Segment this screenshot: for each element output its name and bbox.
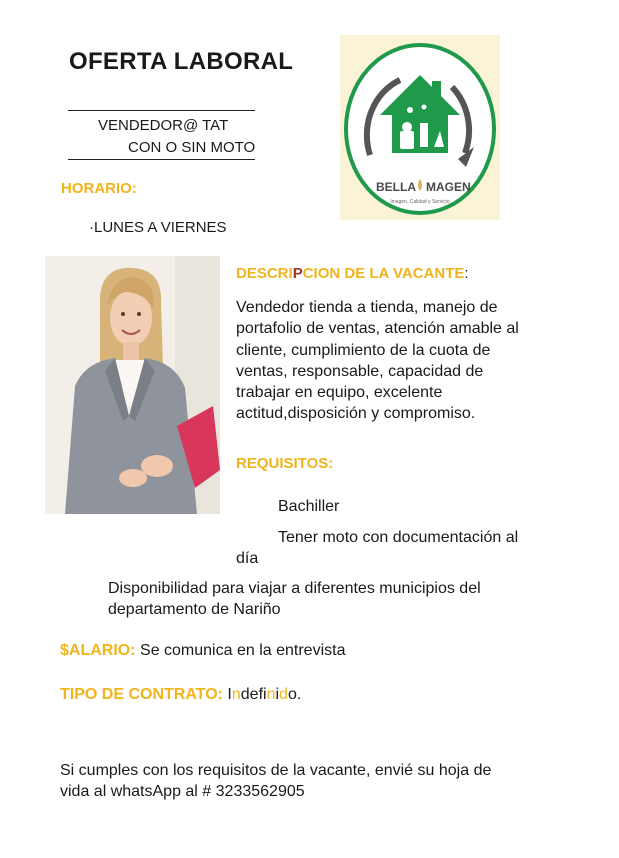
footer-line-2: vida al whatsApp al # 3233562905 — [60, 783, 305, 800]
description-heading-part1: DESCRI — [236, 265, 293, 282]
salary-label: $ALARIO: — [60, 642, 136, 659]
description-line: actitud,disposición y compromiso. — [236, 405, 476, 423]
description-line: portafolio de ventas, atención amable al — [236, 320, 519, 338]
requirement-item-3-line-2: departamento de Nariño — [108, 601, 281, 618]
requirements-heading: REQUISITOS: — [236, 455, 334, 472]
salary-row — [60, 640, 345, 661]
requirement-item-2-line-2: día — [236, 550, 259, 567]
salary-value: Se comunica en la entrevista — [140, 642, 346, 659]
description-line: ventas, responsable, capacidad de — [236, 362, 484, 380]
description-heading-accent: P — [292, 265, 303, 282]
contract-value — [227, 686, 301, 703]
logo-tagline: Imagen, Calidad y Servicio — [390, 199, 450, 205]
requirement-item-2-line-1: Tener moto con documentación al — [278, 529, 519, 546]
contract-value-part: n — [231, 686, 241, 703]
company-logo — [340, 35, 500, 220]
description-line: Vendedor tienda a tienda, manejo de — [236, 299, 498, 316]
contract-value-part: I — [227, 686, 232, 703]
contract-label: TIPO DE CONTRATO: — [60, 686, 223, 703]
contract-value-part: i — [275, 686, 280, 703]
schedule-value: ·LUNES A VIERNES — [89, 219, 227, 236]
description-text — [236, 297, 566, 425]
bottom-rule — [68, 159, 255, 160]
description-heading — [236, 265, 469, 282]
logo-emblem-icon — [340, 35, 500, 220]
position-line-1: VENDEDOR@ TAT — [98, 117, 229, 134]
description-heading-colon: : — [464, 265, 469, 282]
position-line-2: CON O SIN MOTO — [128, 139, 256, 156]
contract-value-part: d — [279, 686, 288, 703]
page-title: OFERTA LABORAL — [69, 48, 294, 75]
top-rule — [68, 110, 255, 111]
requirement-item-3-line-1: Disponibilidad para viajar a diferentes municipios del — [108, 580, 481, 597]
description-line: cliente, cumplimiento de la cuota de — [236, 341, 491, 359]
logo-brand-right: MAGEN — [426, 180, 471, 194]
employee-photo — [45, 256, 220, 514]
requirement-item-1: Bachiller — [278, 498, 340, 515]
contract-value-part: . — [296, 686, 302, 703]
logo-brand-left: BELLA — [376, 180, 416, 194]
description-heading-part2: CION DE LA VACANTE — [302, 265, 465, 282]
contract-value-part: n — [266, 686, 276, 703]
contract-value-part: o — [287, 686, 297, 703]
description-line: trabajar en equipo, excelente — [236, 384, 443, 402]
contract-row — [60, 684, 301, 705]
woman-portrait-icon — [45, 256, 220, 514]
contract-value-part: defi — [240, 686, 267, 703]
footer-line-1: Si cumples con los requisitos de la vacante, envié su hoja de — [60, 762, 492, 779]
schedule-label: HORARIO: — [61, 180, 137, 197]
